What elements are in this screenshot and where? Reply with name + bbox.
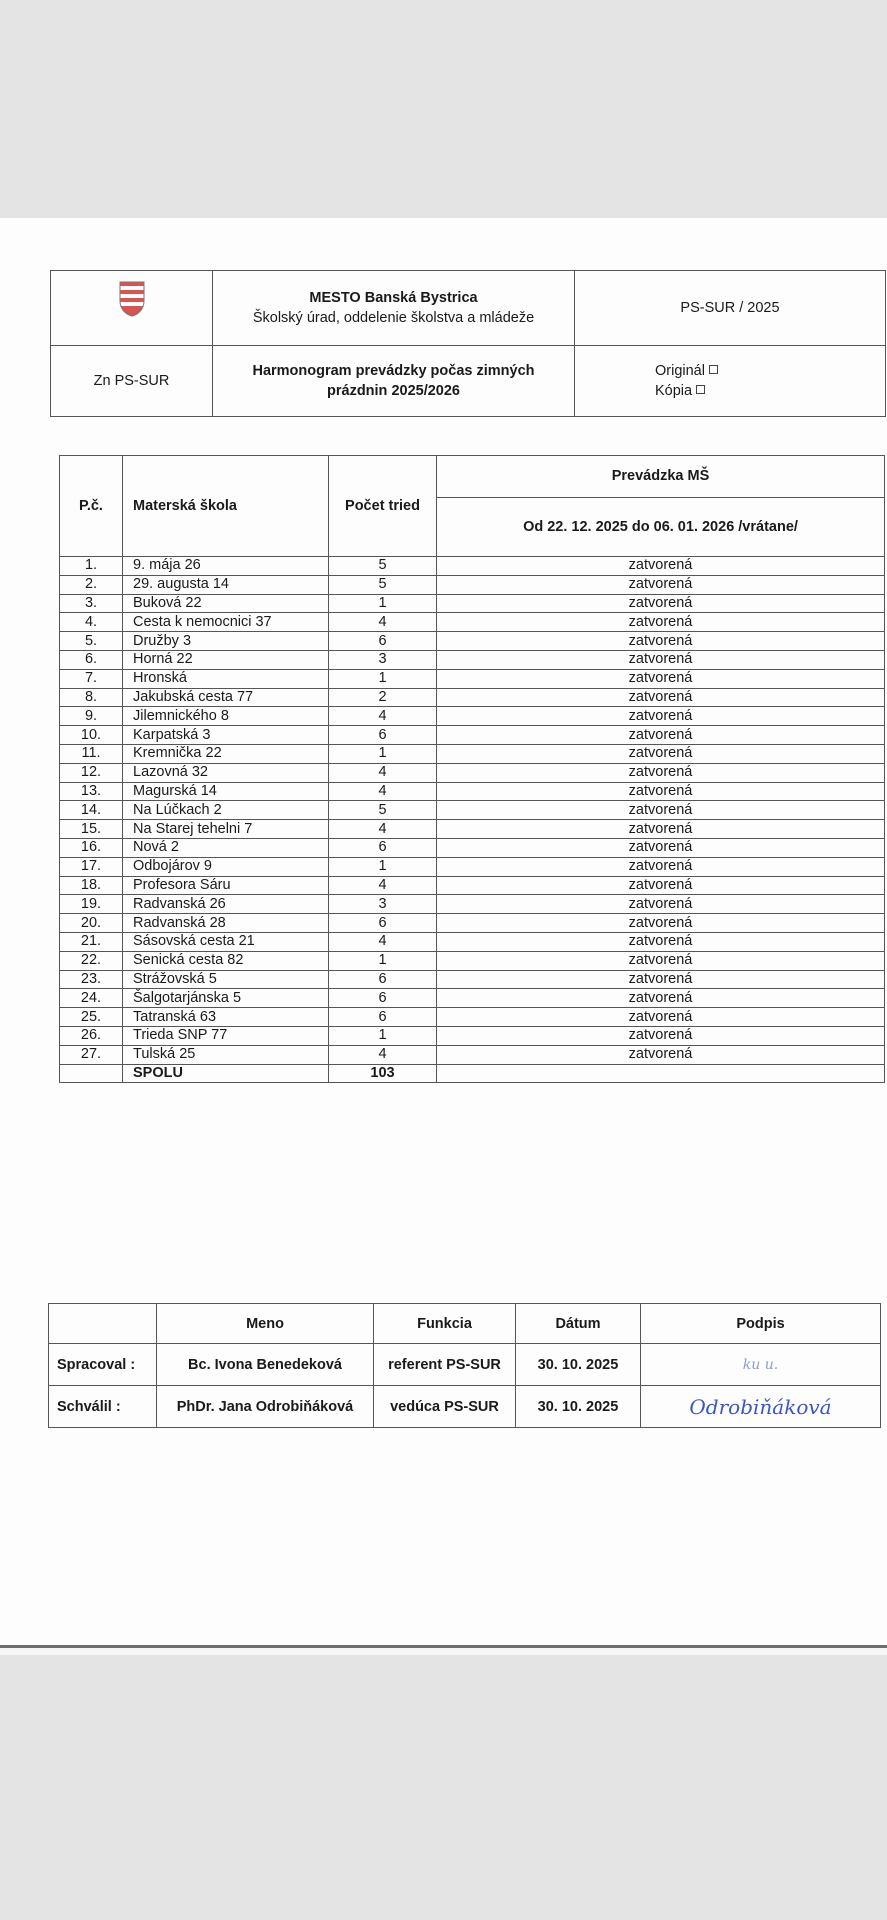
school-name: Profesora Sáru — [123, 876, 329, 895]
header-date: Dátum — [516, 1304, 641, 1344]
total-row — [60, 1064, 885, 1083]
row-number: 23. — [60, 970, 123, 989]
operation-status: zatvorená — [437, 613, 885, 632]
operation-status: zatvorená — [437, 895, 885, 914]
original-option[interactable]: Originál — [655, 361, 885, 381]
school-name: Nová 2 — [123, 838, 329, 857]
operation-status: zatvorená — [437, 989, 885, 1008]
operation-status: zatvorená — [437, 914, 885, 933]
header-role: Funkcia — [374, 1304, 516, 1344]
class-count: 3 — [329, 895, 437, 914]
table-row — [60, 820, 885, 839]
class-count: 6 — [329, 989, 437, 1008]
table-row — [60, 575, 885, 594]
table-row — [60, 782, 885, 801]
row-number: 4. — [60, 613, 123, 632]
operation-status: zatvorená — [437, 594, 885, 613]
school-name: Lazovná 32 — [123, 763, 329, 782]
operation-status: zatvorená — [437, 857, 885, 876]
row-number: 2. — [60, 575, 123, 594]
row-number: 27. — [60, 1045, 123, 1064]
table-row — [60, 744, 885, 763]
operation-status: zatvorená — [437, 782, 885, 801]
row-number: 25. — [60, 1008, 123, 1027]
sign-date: 30. 10. 2025 — [516, 1344, 641, 1386]
row-number: 5. — [60, 632, 123, 651]
row-number: 14. — [60, 801, 123, 820]
class-count: 5 — [329, 575, 437, 594]
school-name: Tulská 25 — [123, 1045, 329, 1064]
signatures-table — [48, 1303, 881, 1428]
school-name: Radvanská 26 — [123, 895, 329, 914]
row-number: 18. — [60, 876, 123, 895]
row-label: Schválil : — [49, 1386, 157, 1428]
school-name: 29. augusta 14 — [123, 575, 329, 594]
person-role: referent PS-SUR — [374, 1344, 516, 1386]
row-number: 22. — [60, 951, 123, 970]
emblem-cell — [51, 271, 213, 346]
class-count: 1 — [329, 1026, 437, 1045]
school-name: Na Lúčkach 2 — [123, 801, 329, 820]
school-name: Na Starej tehelni 7 — [123, 820, 329, 839]
total-classes: 103 — [329, 1064, 437, 1083]
row-label: Spracoval : — [49, 1344, 157, 1386]
operation-status: zatvorená — [437, 632, 885, 651]
operation-status: zatvorená — [437, 951, 885, 970]
header-signature: Podpis — [641, 1304, 881, 1344]
table-row — [60, 557, 885, 576]
class-count: 4 — [329, 820, 437, 839]
school-name: Magurská 14 — [123, 782, 329, 801]
signature-row — [49, 1386, 881, 1428]
class-count: 4 — [329, 613, 437, 632]
table-row — [60, 707, 885, 726]
school-name: Jakubská cesta 77 — [123, 688, 329, 707]
operation-status: zatvorená — [437, 707, 885, 726]
school-name: Strážovská 5 — [123, 970, 329, 989]
table-row — [60, 726, 885, 745]
header-operation: Prevádzka MŠ — [437, 456, 885, 498]
school-name: Karpatská 3 — [123, 726, 329, 745]
table-row — [60, 951, 885, 970]
school-name: Sásovská cesta 21 — [123, 932, 329, 951]
class-count: 1 — [329, 669, 437, 688]
row-number: 24. — [60, 989, 123, 1008]
row-number: 8. — [60, 688, 123, 707]
document-title: Harmonogram prevádzky počas zimných prázdnin 2025/2026 — [213, 346, 575, 417]
operation-status: zatvorená — [437, 876, 885, 895]
row-number: 16. — [60, 838, 123, 857]
sign-date: 30. 10. 2025 — [516, 1386, 641, 1428]
table-row — [60, 1026, 885, 1045]
class-count: 1 — [329, 744, 437, 763]
copy-option[interactable]: Kópia — [655, 381, 885, 401]
city-name: MESTO Banská Bystrica — [309, 290, 478, 306]
school-name: Jilemnického 8 — [123, 707, 329, 726]
row-number: 21. — [60, 932, 123, 951]
table-row — [60, 669, 885, 688]
operation-status: zatvorená — [437, 575, 885, 594]
header-classes: Počet tried — [329, 456, 437, 557]
row-number: 13. — [60, 782, 123, 801]
person-name: PhDr. Jana Odrobiňáková — [157, 1386, 374, 1428]
table-row — [60, 895, 885, 914]
operation-status: zatvorená — [437, 838, 885, 857]
schedule-table — [59, 455, 885, 1083]
class-count: 6 — [329, 1008, 437, 1027]
header-name: Meno — [157, 1304, 374, 1344]
operation-status: zatvorená — [437, 650, 885, 669]
operation-status: zatvorená — [437, 1008, 885, 1027]
header-school: Materská škola — [123, 456, 329, 557]
table-row — [60, 1045, 885, 1064]
operation-status: zatvorená — [437, 1026, 885, 1045]
operation-status: zatvorená — [437, 688, 885, 707]
person-role: vedúca PS-SUR — [374, 1386, 516, 1428]
row-number: 12. — [60, 763, 123, 782]
document-header-table — [50, 270, 886, 417]
school-name: Družby 3 — [123, 632, 329, 651]
page-edge-gap — [0, 1648, 887, 1655]
row-number: 20. — [60, 914, 123, 933]
signature — [641, 1386, 881, 1428]
operation-status: zatvorená — [437, 557, 885, 576]
table-row — [60, 932, 885, 951]
operation-status: zatvorená — [437, 932, 885, 951]
row-number: 17. — [60, 857, 123, 876]
operation-status: zatvorená — [437, 1045, 885, 1064]
table-row — [60, 688, 885, 707]
table-row — [60, 650, 885, 669]
class-count: 4 — [329, 932, 437, 951]
class-count: 5 — [329, 557, 437, 576]
signature — [641, 1344, 881, 1386]
school-name: Trieda SNP 77 — [123, 1026, 329, 1045]
class-count: 6 — [329, 838, 437, 857]
issuer-cell — [213, 271, 575, 346]
row-number: 11. — [60, 744, 123, 763]
table-row — [60, 594, 885, 613]
school-name: Šalgotarjánska 5 — [123, 989, 329, 1008]
reference-label: Zn PS-SUR — [51, 346, 213, 417]
row-number: 1. — [60, 557, 123, 576]
school-name: 9. mája 26 — [123, 557, 329, 576]
class-count: 4 — [329, 782, 437, 801]
coat-of-arms-icon — [119, 281, 145, 317]
operation-status: zatvorená — [437, 820, 885, 839]
class-count: 3 — [329, 650, 437, 669]
school-name: Odbojárov 9 — [123, 857, 329, 876]
table-row — [60, 838, 885, 857]
school-name: Buková 22 — [123, 594, 329, 613]
school-name: Cesta k nemocnici 37 — [123, 613, 329, 632]
class-count: 4 — [329, 1045, 437, 1064]
school-name: Kremnička 22 — [123, 744, 329, 763]
checkbox-icon[interactable] — [709, 365, 718, 374]
original-copy-cell — [575, 346, 886, 417]
class-count: 6 — [329, 632, 437, 651]
table-row — [60, 857, 885, 876]
school-name: Tatranská 63 — [123, 1008, 329, 1027]
row-number: 26. — [60, 1026, 123, 1045]
class-count: 4 — [329, 763, 437, 782]
operation-status: zatvorená — [437, 669, 885, 688]
signature-row — [49, 1344, 881, 1386]
table-row — [60, 801, 885, 820]
class-count: 4 — [329, 876, 437, 895]
operation-status: zatvorená — [437, 744, 885, 763]
class-count: 1 — [329, 594, 437, 613]
class-count: 6 — [329, 914, 437, 933]
table-row — [60, 632, 885, 651]
operation-status: zatvorená — [437, 801, 885, 820]
operation-status: zatvorená — [437, 763, 885, 782]
row-number: 9. — [60, 707, 123, 726]
table-row — [60, 1008, 885, 1027]
class-count: 5 — [329, 801, 437, 820]
header-no: P.č. — [60, 456, 123, 557]
row-number: 19. — [60, 895, 123, 914]
row-number: 10. — [60, 726, 123, 745]
class-count: 6 — [329, 726, 437, 745]
table-row — [60, 914, 885, 933]
school-name: Senická cesta 82 — [123, 951, 329, 970]
table-row — [60, 876, 885, 895]
row-number: 15. — [60, 820, 123, 839]
header-period: Od 22. 12. 2025 do 06. 01. 2026 /vrátane/ — [437, 498, 885, 557]
operation-status: zatvorená — [437, 726, 885, 745]
school-name: Horná 22 — [123, 650, 329, 669]
operation-status: zatvorená — [437, 970, 885, 989]
total-label: SPOLU — [123, 1064, 329, 1083]
row-number: 6. — [60, 650, 123, 669]
handwritten-signature: Odrobiňáková — [689, 1394, 832, 1419]
table-row — [60, 613, 885, 632]
office-name: Školský úrad, oddelenie školstva a mládeže — [252, 310, 535, 326]
class-count: 1 — [329, 857, 437, 876]
row-number: 7. — [60, 669, 123, 688]
class-count: 1 — [329, 951, 437, 970]
table-row — [60, 989, 885, 1008]
row-number: 3. — [60, 594, 123, 613]
document-code: PS-SUR / 2025 — [575, 271, 886, 346]
class-count: 6 — [329, 970, 437, 989]
table-row — [60, 763, 885, 782]
person-name: Bc. Ivona Benedeková — [157, 1344, 374, 1386]
school-name: Radvanská 28 — [123, 914, 329, 933]
class-count: 4 — [329, 707, 437, 726]
school-name: Hronská — [123, 669, 329, 688]
class-count: 2 — [329, 688, 437, 707]
handwritten-signature: ku u. — [742, 1356, 779, 1373]
table-row — [60, 970, 885, 989]
checkbox-icon[interactable] — [696, 385, 705, 394]
